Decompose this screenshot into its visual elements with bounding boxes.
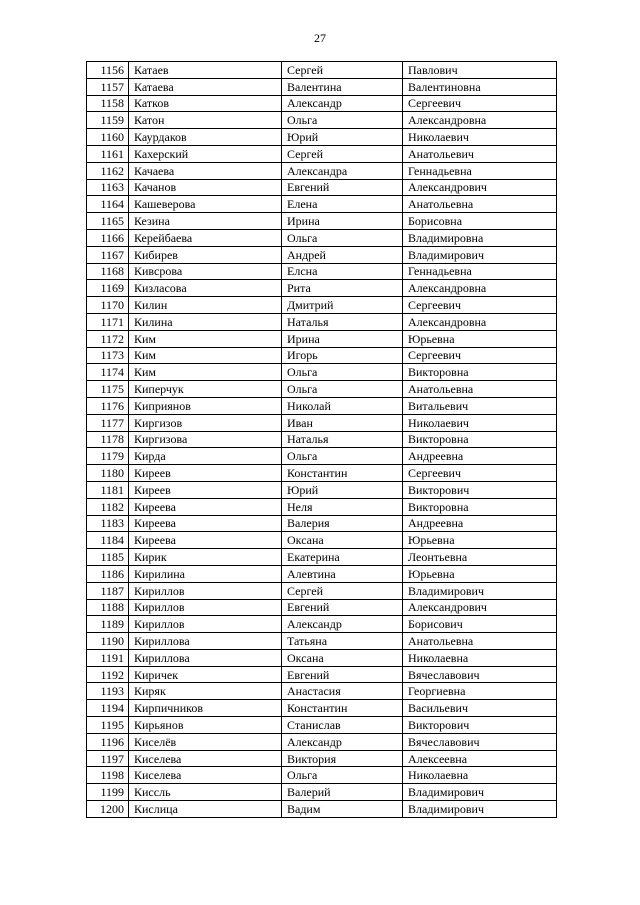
row-number-cell: 1191 xyxy=(87,649,129,666)
table-row xyxy=(87,213,557,230)
last-name-cell: Киреев xyxy=(129,465,282,482)
first-name-cell: Неля xyxy=(282,498,403,515)
table-row xyxy=(87,347,557,364)
last-name-cell: Кирда xyxy=(129,448,282,465)
first-name-cell: Ольга xyxy=(282,767,403,784)
row-number-cell: 1186 xyxy=(87,565,129,582)
first-name-cell: Александра xyxy=(282,162,403,179)
row-number-cell: 1180 xyxy=(87,465,129,482)
middle-name-cell: Геннадьевна xyxy=(403,263,557,280)
table-row xyxy=(87,280,557,297)
last-name-cell: Киперчук xyxy=(129,381,282,398)
last-name-cell: Киприянов xyxy=(129,397,282,414)
first-name-cell: Татьяна xyxy=(282,633,403,650)
last-name-cell: Киссль xyxy=(129,784,282,801)
table-row xyxy=(87,263,557,280)
first-name-cell: Юрий xyxy=(282,481,403,498)
table-row xyxy=(87,801,557,818)
last-name-cell: Кирьянов xyxy=(129,717,282,734)
row-number-cell: 1171 xyxy=(87,313,129,330)
table-row xyxy=(87,229,557,246)
table-row xyxy=(87,78,557,95)
table-row xyxy=(87,112,557,129)
table-row xyxy=(87,666,557,683)
middle-name-cell: Николаевна xyxy=(403,767,557,784)
first-name-cell: Александр xyxy=(282,95,403,112)
first-name-cell: Елсна xyxy=(282,263,403,280)
first-name-cell: Игорь xyxy=(282,347,403,364)
table-row xyxy=(87,179,557,196)
first-name-cell: Станислав xyxy=(282,717,403,734)
last-name-cell: Кислица xyxy=(129,801,282,818)
table-row xyxy=(87,683,557,700)
row-number-cell: 1174 xyxy=(87,364,129,381)
first-name-cell: Наталья xyxy=(282,431,403,448)
middle-name-cell: Андреевна xyxy=(403,448,557,465)
last-name-cell: Кизласова xyxy=(129,280,282,297)
table-row xyxy=(87,129,557,146)
row-number-cell: 1187 xyxy=(87,582,129,599)
table-row xyxy=(87,717,557,734)
last-name-cell: Кириллов xyxy=(129,599,282,616)
first-name-cell: Валентина xyxy=(282,78,403,95)
row-number-cell: 1194 xyxy=(87,700,129,717)
middle-name-cell: Сергеевич xyxy=(403,347,557,364)
middle-name-cell: Борисович xyxy=(403,616,557,633)
table-row xyxy=(87,784,557,801)
middle-name-cell: Юрьевна xyxy=(403,330,557,347)
middle-name-cell: Васильевич xyxy=(403,700,557,717)
middle-name-cell: Викторовна xyxy=(403,364,557,381)
last-name-cell: Киселева xyxy=(129,767,282,784)
last-name-cell: Киреева xyxy=(129,498,282,515)
row-number-cell: 1169 xyxy=(87,280,129,297)
middle-name-cell: Павлович xyxy=(403,62,557,79)
first-name-cell: Сергей xyxy=(282,62,403,79)
first-name-cell: Николай xyxy=(282,397,403,414)
last-name-cell: Катаева xyxy=(129,78,282,95)
row-number-cell: 1198 xyxy=(87,767,129,784)
last-name-cell: Киселёв xyxy=(129,733,282,750)
table-row xyxy=(87,62,557,79)
last-name-cell: Катаев xyxy=(129,62,282,79)
last-name-cell: Кахерский xyxy=(129,145,282,162)
first-name-cell: Евгений xyxy=(282,599,403,616)
first-name-cell: Ирина xyxy=(282,330,403,347)
table-row xyxy=(87,196,557,213)
last-name-cell: Качанов xyxy=(129,179,282,196)
middle-name-cell: Сергеевич xyxy=(403,465,557,482)
middle-name-cell: Георгиевна xyxy=(403,683,557,700)
middle-name-cell: Владимирович xyxy=(403,582,557,599)
last-name-cell: Кириллов xyxy=(129,616,282,633)
row-number-cell: 1163 xyxy=(87,179,129,196)
table-row xyxy=(87,448,557,465)
first-name-cell: Евгений xyxy=(282,666,403,683)
first-name-cell: Анастасия xyxy=(282,683,403,700)
table-row xyxy=(87,297,557,314)
last-name-cell: Киричек xyxy=(129,666,282,683)
first-name-cell: Ольга xyxy=(282,381,403,398)
row-number-cell: 1183 xyxy=(87,515,129,532)
first-name-cell: Юрий xyxy=(282,129,403,146)
middle-name-cell: Викторович xyxy=(403,717,557,734)
row-number-cell: 1196 xyxy=(87,733,129,750)
first-name-cell: Дмитрий xyxy=(282,297,403,314)
row-number-cell: 1170 xyxy=(87,297,129,314)
row-number-cell: 1159 xyxy=(87,112,129,129)
last-name-cell: Киселева xyxy=(129,750,282,767)
first-name-cell: Ирина xyxy=(282,213,403,230)
last-name-cell: Киргизов xyxy=(129,414,282,431)
table-row xyxy=(87,431,557,448)
table-row xyxy=(87,330,557,347)
row-number-cell: 1200 xyxy=(87,801,129,818)
first-name-cell: Оксана xyxy=(282,649,403,666)
middle-name-cell: Николаевич xyxy=(403,414,557,431)
last-name-cell: Качаева xyxy=(129,162,282,179)
row-number-cell: 1197 xyxy=(87,750,129,767)
last-name-cell: Кирилина xyxy=(129,565,282,582)
first-name-cell: Александр xyxy=(282,733,403,750)
last-name-cell: Керейбаева xyxy=(129,229,282,246)
table-row xyxy=(87,397,557,414)
last-name-cell: Кивсрова xyxy=(129,263,282,280)
row-number-cell: 1160 xyxy=(87,129,129,146)
row-number-cell: 1172 xyxy=(87,330,129,347)
last-name-cell: Ким xyxy=(129,347,282,364)
last-name-cell: Кириллов xyxy=(129,582,282,599)
last-name-cell: Ким xyxy=(129,364,282,381)
row-number-cell: 1199 xyxy=(87,784,129,801)
middle-name-cell: Николаевич xyxy=(403,129,557,146)
last-name-cell: Кашеверова xyxy=(129,196,282,213)
middle-name-cell: Борисовна xyxy=(403,213,557,230)
page-number: 27 xyxy=(314,31,326,45)
last-name-cell: Киреев xyxy=(129,481,282,498)
middle-name-cell: Александрович xyxy=(403,179,557,196)
last-name-cell: Киреева xyxy=(129,515,282,532)
table-row xyxy=(87,599,557,616)
table-row xyxy=(87,767,557,784)
middle-name-cell: Викторовна xyxy=(403,431,557,448)
middle-name-cell: Юрьевна xyxy=(403,565,557,582)
row-number-cell: 1166 xyxy=(87,229,129,246)
middle-name-cell: Витальевич xyxy=(403,397,557,414)
last-name-cell: Кезина xyxy=(129,213,282,230)
middle-name-cell: Анатольевна xyxy=(403,196,557,213)
row-number-cell: 1173 xyxy=(87,347,129,364)
middle-name-cell: Владимирович xyxy=(403,784,557,801)
row-number-cell: 1158 xyxy=(87,95,129,112)
table-row xyxy=(87,616,557,633)
middle-name-cell: Вячеславович xyxy=(403,666,557,683)
table-row xyxy=(87,582,557,599)
middle-name-cell: Николаевна xyxy=(403,649,557,666)
middle-name-cell: Юрьевна xyxy=(403,532,557,549)
row-number-cell: 1176 xyxy=(87,397,129,414)
table-row xyxy=(87,750,557,767)
last-name-cell: Ким xyxy=(129,330,282,347)
row-number-cell: 1156 xyxy=(87,62,129,79)
last-name-cell: Каурдаков xyxy=(129,129,282,146)
table-row xyxy=(87,414,557,431)
row-number-cell: 1168 xyxy=(87,263,129,280)
first-name-cell: Екатерина xyxy=(282,549,403,566)
table-row xyxy=(87,481,557,498)
table-row xyxy=(87,549,557,566)
first-name-cell: Ольга xyxy=(282,112,403,129)
middle-name-cell: Вячеславович xyxy=(403,733,557,750)
row-number-cell: 1162 xyxy=(87,162,129,179)
row-number-cell: 1167 xyxy=(87,246,129,263)
middle-name-cell: Сергеевич xyxy=(403,95,557,112)
table-row xyxy=(87,313,557,330)
table-row xyxy=(87,145,557,162)
row-number-cell: 1195 xyxy=(87,717,129,734)
row-number-cell: 1185 xyxy=(87,549,129,566)
first-name-cell: Оксана xyxy=(282,532,403,549)
last-name-cell: Киряк xyxy=(129,683,282,700)
middle-name-cell: Анатольевич xyxy=(403,145,557,162)
first-name-cell: Валерия xyxy=(282,515,403,532)
first-name-cell: Иван xyxy=(282,414,403,431)
middle-name-cell: Владимировна xyxy=(403,229,557,246)
table-row xyxy=(87,465,557,482)
table-row xyxy=(87,532,557,549)
first-name-cell: Константин xyxy=(282,700,403,717)
first-name-cell: Константин xyxy=(282,465,403,482)
last-name-cell: Катон xyxy=(129,112,282,129)
last-name-cell: Кириллова xyxy=(129,633,282,650)
middle-name-cell: Александрович xyxy=(403,599,557,616)
last-name-cell: Киргизова xyxy=(129,431,282,448)
table-row xyxy=(87,246,557,263)
last-name-cell: Килина xyxy=(129,313,282,330)
row-number-cell: 1189 xyxy=(87,616,129,633)
row-number-cell: 1190 xyxy=(87,633,129,650)
first-name-cell: Сергей xyxy=(282,145,403,162)
middle-name-cell: Андреевна xyxy=(403,515,557,532)
first-name-cell: Вадим xyxy=(282,801,403,818)
name-list-body xyxy=(87,62,557,818)
middle-name-cell: Владимирович xyxy=(403,801,557,818)
first-name-cell: Рита xyxy=(282,280,403,297)
row-number-cell: 1182 xyxy=(87,498,129,515)
first-name-cell: Валерий xyxy=(282,784,403,801)
middle-name-cell: Александровна xyxy=(403,313,557,330)
first-name-cell: Сергей xyxy=(282,582,403,599)
row-number-cell: 1179 xyxy=(87,448,129,465)
last-name-cell: Кирик xyxy=(129,549,282,566)
middle-name-cell: Владимирович xyxy=(403,246,557,263)
table-row xyxy=(87,633,557,650)
table-row xyxy=(87,381,557,398)
first-name-cell: Ольга xyxy=(282,448,403,465)
row-number-cell: 1192 xyxy=(87,666,129,683)
first-name-cell: Алевтина xyxy=(282,565,403,582)
first-name-cell: Евгений xyxy=(282,179,403,196)
table-row xyxy=(87,515,557,532)
middle-name-cell: Алексеевна xyxy=(403,750,557,767)
first-name-cell: Виктория xyxy=(282,750,403,767)
middle-name-cell: Александровна xyxy=(403,280,557,297)
table-row xyxy=(87,498,557,515)
table-row xyxy=(87,733,557,750)
table-row xyxy=(87,565,557,582)
middle-name-cell: Викторовна xyxy=(403,498,557,515)
row-number-cell: 1184 xyxy=(87,532,129,549)
table-row xyxy=(87,364,557,381)
row-number-cell: 1188 xyxy=(87,599,129,616)
middle-name-cell: Александровна xyxy=(403,112,557,129)
name-list-table xyxy=(86,61,557,818)
last-name-cell: Катков xyxy=(129,95,282,112)
last-name-cell: Кириллова xyxy=(129,649,282,666)
middle-name-cell: Валентиновна xyxy=(403,78,557,95)
middle-name-cell: Леонтьевна xyxy=(403,549,557,566)
last-name-cell: Кибирев xyxy=(129,246,282,263)
middle-name-cell: Геннадьевна xyxy=(403,162,557,179)
first-name-cell: Наталья xyxy=(282,313,403,330)
middle-name-cell: Сергеевич xyxy=(403,297,557,314)
row-number-cell: 1193 xyxy=(87,683,129,700)
middle-name-cell: Анатольевна xyxy=(403,633,557,650)
table-row xyxy=(87,162,557,179)
middle-name-cell: Анатольевна xyxy=(403,381,557,398)
table-row xyxy=(87,649,557,666)
row-number-cell: 1157 xyxy=(87,78,129,95)
row-number-cell: 1161 xyxy=(87,145,129,162)
row-number-cell: 1178 xyxy=(87,431,129,448)
last-name-cell: Киреева xyxy=(129,532,282,549)
first-name-cell: Ольга xyxy=(282,364,403,381)
first-name-cell: Елена xyxy=(282,196,403,213)
first-name-cell: Александр xyxy=(282,616,403,633)
last-name-cell: Кирпичников xyxy=(129,700,282,717)
row-number-cell: 1164 xyxy=(87,196,129,213)
table-row xyxy=(87,95,557,112)
row-number-cell: 1175 xyxy=(87,381,129,398)
middle-name-cell: Викторович xyxy=(403,481,557,498)
row-number-cell: 1165 xyxy=(87,213,129,230)
row-number-cell: 1181 xyxy=(87,481,129,498)
last-name-cell: Килин xyxy=(129,297,282,314)
first-name-cell: Андрей xyxy=(282,246,403,263)
table-row xyxy=(87,700,557,717)
first-name-cell: Ольга xyxy=(282,229,403,246)
row-number-cell: 1177 xyxy=(87,414,129,431)
